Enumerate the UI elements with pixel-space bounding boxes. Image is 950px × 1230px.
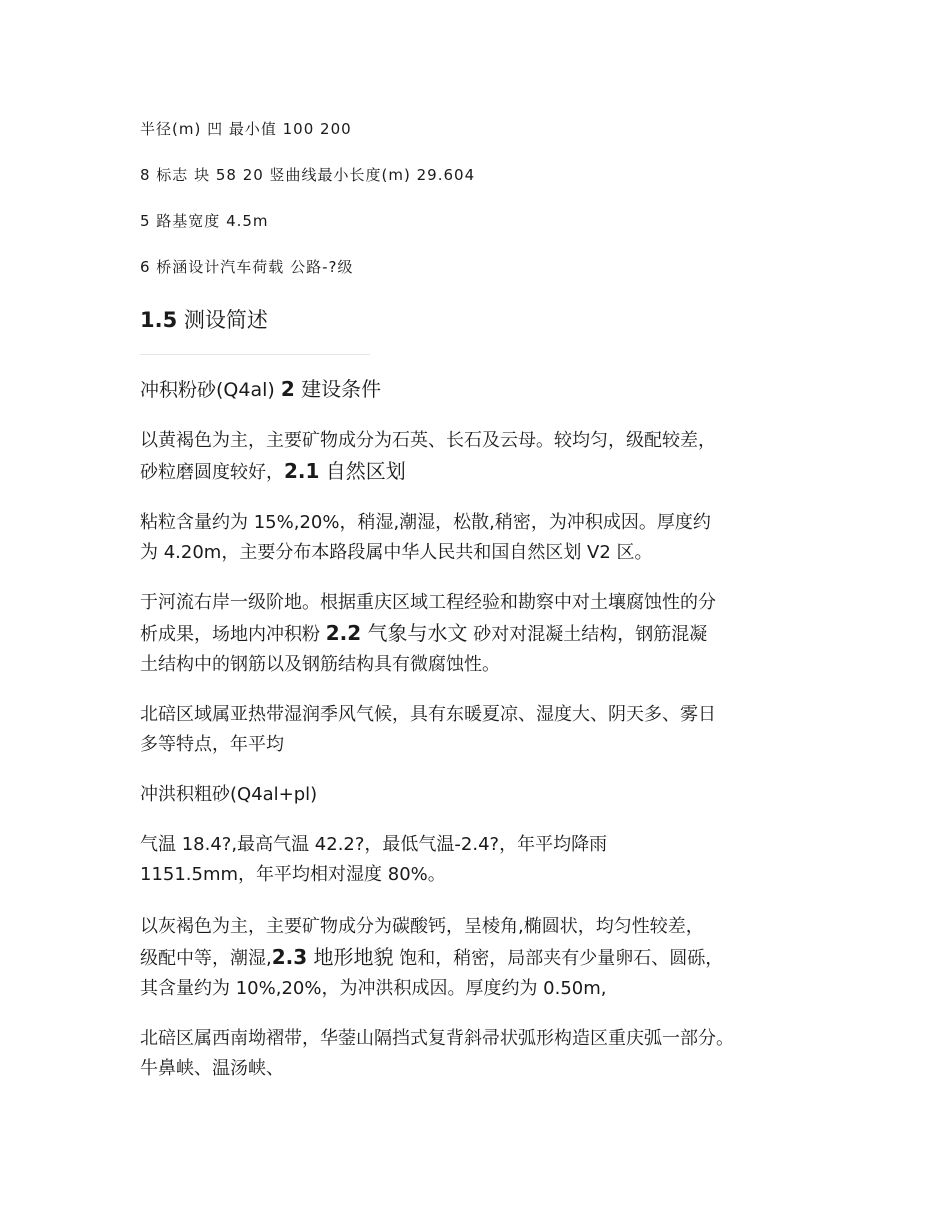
paragraph-line: 北碚区域属亚热带湿润季风气候，具有东暖夏凉、湿度大、阴天多、雾日 [140,704,716,725]
paragraph-text: 饱和，稍密，局部夹有少量卵石、圆砾， [393,948,724,969]
inline-heading-2 [281,377,381,401]
section-title: 测设简述 [183,308,268,332]
paragraph-line: 其含量约为 10%,20%，为冲洪积成因。厚度约为 0.50m, [140,978,607,999]
section-heading-1-5 [140,304,268,334]
heading-title: 自然区划 [319,459,406,483]
heading-number: 2.2 [325,621,362,645]
paragraph-line: 冲洪积粗砂(Q4al+pl) [140,784,318,805]
heading-title: 气象与水文 [361,621,468,645]
paragraph-line: 为 4.20m，主要分布本路段属中华人民共和国自然区划 V2 区。 [140,542,653,563]
paragraph-line: 1151.5mm，年平均相对湿度 80%。 [140,864,446,885]
spec-line-vertical-curve: 8 标志 块 58 20 竖曲线最小长度(m) 29.604 [140,166,476,184]
paragraph-climate [140,700,830,760]
paragraph-text: 砂对对混凝土结构，钢筋混凝 [467,624,708,645]
paragraph-clay-content [140,508,830,568]
paragraph-geology [140,1024,830,1084]
paragraph-line: 北碚区属西南坳褶带，华蓥山隔挡式复背斜帚状弧形构造区重庆弧一部分。 [140,1028,734,1049]
paragraph-text: 级配中等，潮湿, [140,948,272,969]
section-number: 1.5 [140,308,178,332]
heading-number: 2 [280,377,295,401]
paragraph-line: 多等特点，年平均 [140,734,284,755]
paragraph-grey-brown [140,912,830,1004]
paragraph-line: 于河流右岸一级阶地。根据重庆区域工程经验和勘察中对土壤腐蚀性的分 [140,592,716,613]
paragraph-river-terrace [140,588,830,680]
paragraph-temperature [140,830,830,890]
heading-title: 建设条件 [294,377,382,401]
paragraph-line: 土结构中的钢筋以及钢筋结构具有微腐蚀性。 [140,654,500,675]
inline-heading-2-2 [326,621,468,645]
spec-line-radius: 半径(m) 凹 最小值 100 200 [140,120,352,138]
inline-heading-2-3 [272,945,394,969]
paragraph-line: 牛鼻峡、温汤峡、 [140,1058,284,1079]
paragraph-text: 砂粒磨圆度较好， [140,462,284,483]
paragraph-line: 粘粒含量约为 15%,20%，稍湿,潮湿，松散,稍密，为冲积成因。厚度约 [140,512,711,533]
heading-title: 地形地貌 [307,945,394,969]
paragraph-line: 以灰褐色为主，主要矿物成分为碳酸钙，呈棱角,椭圆状，均匀性较差， [140,916,704,937]
paragraph-line: 气温 18.4?,最高气温 42.2?，最低气温-2.4?，年平均降雨 [140,834,608,855]
spec-line-bridge-load: 6 桥涵设计汽车荷载 公路-?级 [140,258,354,276]
spec-line-subgrade-width: 5 路基宽度 4.5m [140,212,269,230]
inline-heading-2-1 [284,459,406,483]
paragraph-coarse-sand [140,780,830,810]
section-divider [140,354,370,355]
heading-number: 2.1 [284,459,320,483]
paragraph-line: 以黄褐色为主，主要矿物成分为石英、长石及云母。较均匀，级配较差， [140,430,716,451]
paragraph-alluvial-silt [140,374,830,406]
heading-number: 2.3 [271,945,308,969]
paragraph-text: 析成果，场地内冲积粉 [140,624,326,645]
paragraph-yellow-brown [140,426,830,488]
paragraph-text: 冲积粉砂(Q4al) [140,379,281,401]
